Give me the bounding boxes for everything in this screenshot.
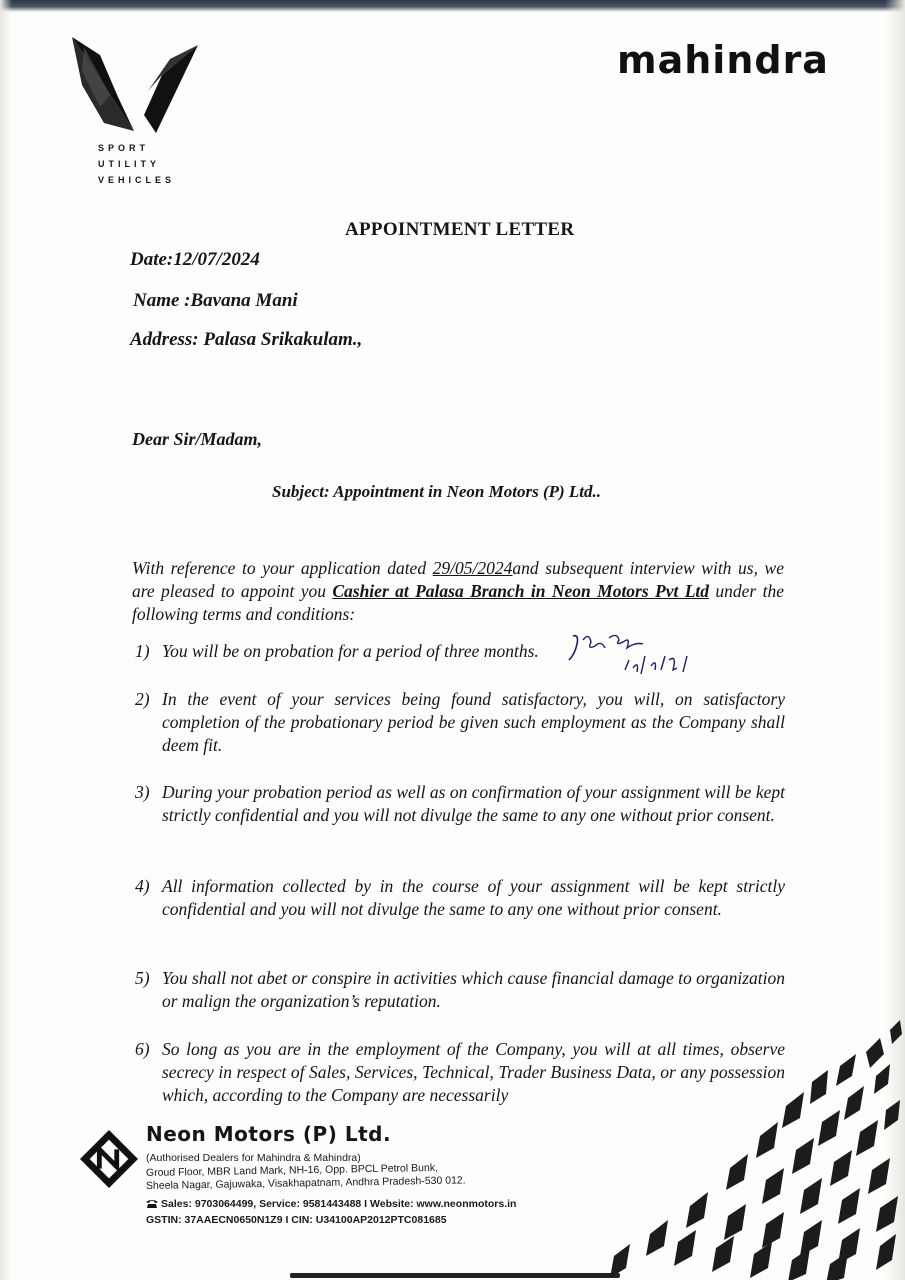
company-registration: GSTIN: 37AAECN0650N1Z9 I CIN: U34100AP2012PTC081685	[146, 1214, 447, 1226]
suv-line-2: UTILITY	[98, 159, 160, 169]
intro-post: under the following terms and conditions:	[132, 581, 784, 624]
suv-wings-logo-icon	[70, 35, 200, 135]
letter-date: Date:12/07/2024	[130, 249, 260, 270]
scan-edge-bottom	[290, 1273, 620, 1278]
suv-line-1: SPORT	[98, 143, 150, 153]
recipient-address: Address: Palasa Srikakulam.,	[130, 329, 363, 350]
application-date: 29/05/2024	[432, 558, 513, 578]
clause-3	[135, 781, 785, 827]
position-text: Cashier at Palasa Branch in Neon Motors Pvt Ltd	[332, 581, 710, 601]
intro-pre: With reference to your application dated	[132, 558, 433, 578]
clause-5	[135, 967, 785, 1013]
clause-text: So long as you are in the employment of the Company, you will at all times, observe secrecy in respect of Sales, Services, Technical, Trader Business Data, or any possession which, according to the Company are necessarily	[162, 1039, 785, 1105]
clause-number: 6)	[135, 1039, 150, 1059]
company-contact-row	[146, 1198, 516, 1210]
neon-motors-logo-icon	[80, 1130, 138, 1188]
clause-number: 2)	[135, 689, 150, 709]
clause-text: You shall not abet or conspire in activities which cause financial damage to organization or malign the organization’s reputation.	[162, 968, 785, 1011]
company-name: Neon Motors (P) Ltd.	[146, 1122, 392, 1146]
clause-4	[135, 875, 785, 921]
salutation: Dear Sir/Madam,	[132, 429, 263, 449]
clause-number: 3)	[135, 782, 150, 802]
suv-line-3: VEHICLES	[98, 175, 176, 185]
clause-text: All information collected by in the course of your assignment will be kept strictly confidential and you will not divulge the same to any one without prior consent.	[162, 876, 785, 919]
scan-edge-top	[0, 0, 905, 12]
clause-number: 4)	[135, 876, 150, 896]
clause-number: 5)	[135, 968, 150, 988]
clause-number: 1)	[135, 641, 150, 661]
clause-text: You will be on probation for a period of three months.	[162, 641, 539, 661]
scan-edge-left	[0, 0, 12, 1280]
company-contact: Sales: 9703064499, Service: 9581443488 I Website: www.neonmotors.in	[161, 1198, 517, 1210]
suv-tagline	[98, 140, 175, 188]
letter-subject: Subject: Appointment in Neon Motors (P) Ltd..	[272, 482, 602, 501]
letter-title: APPOINTMENT LETTER	[345, 219, 575, 240]
clause-text: In the event of your services being found satisfactory, you will, on satisfactory completion of the probationary period be given such employment as the Company shall deem fit.	[162, 689, 785, 755]
mahindra-logo-text: mahindra	[617, 38, 829, 82]
company-address-line-1: Groud Floor, MBR Land Mark, NH-16, Opp. BPCL Petrol Bunk,	[145, 1161, 439, 1179]
decorative-pattern-icon	[590, 1020, 905, 1280]
clause-text: During your probation period as well as on confirmation of your assignment will be kept strictly confidential and you will not divulge the same to any one without prior consent.	[162, 782, 785, 825]
phone-icon	[146, 1199, 158, 1208]
company-tagline: (Authorised Dealers for Mahindra & Mahindra)	[146, 1152, 361, 1164]
intro-mid: and subsequent interview with us, we are pleased to appoint you	[132, 558, 784, 601]
clause-2	[135, 688, 785, 757]
recipient-name: Name :Bavana Mani	[133, 290, 298, 311]
company-address-line-2: Sheela Nagar, Gajuwaka, Visakhapatnam, Andhra Pradesh-530 012.	[145, 1174, 466, 1192]
intro-paragraph	[132, 557, 784, 626]
handwritten-signature-icon	[565, 630, 705, 680]
